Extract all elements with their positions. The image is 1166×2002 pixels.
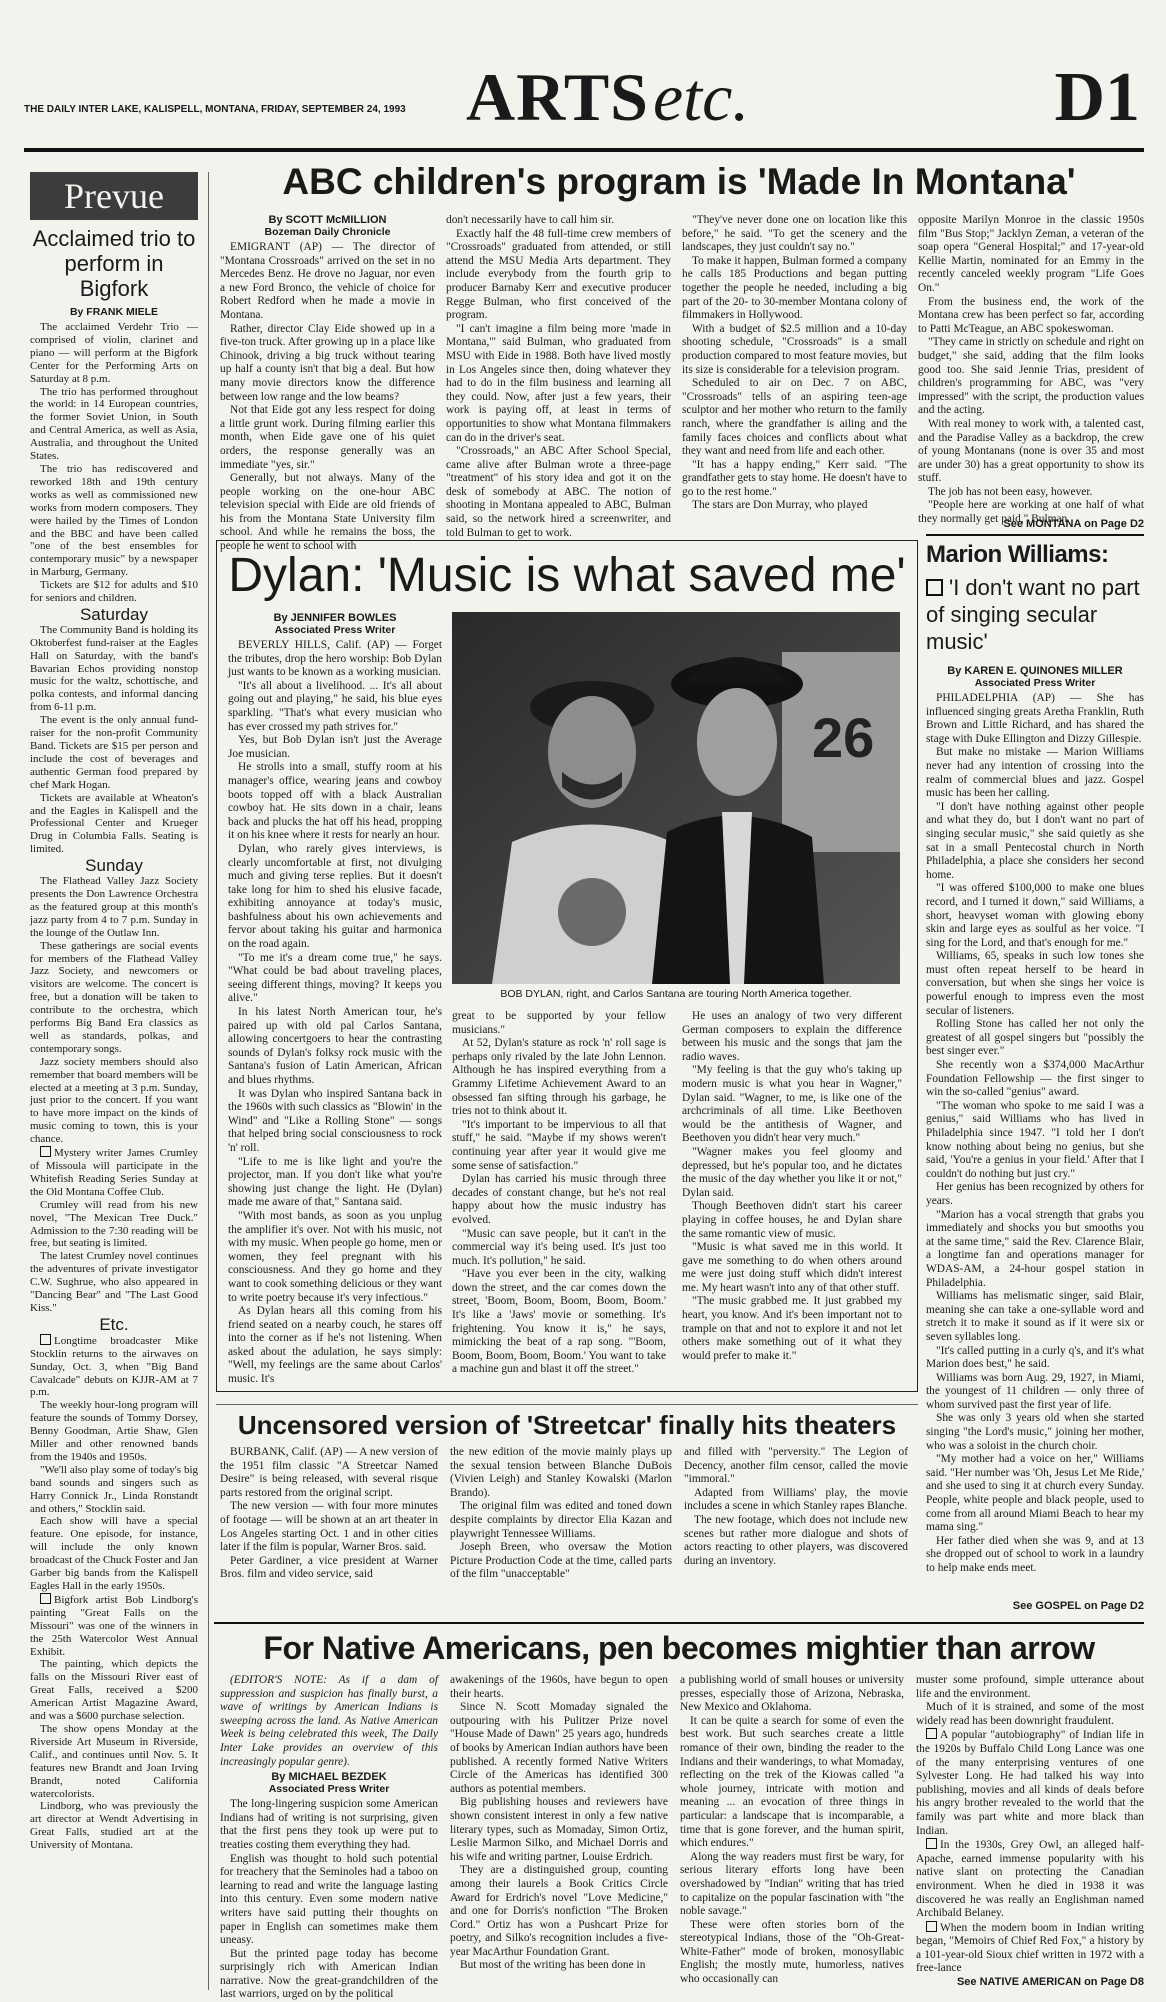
paragraph: Scheduled to air on Dec. 7 on ABC, "Crossroads" tells of an aspiring teen-age sculptor and her mother who return to the family ranch, where the grandfather is ailing and the family faces choices and conflicts about what they want and need from life and each other. (682, 377, 907, 458)
paragraph: The painting, which depicts the falls on the Missouri River east of Great Falls, received a $200 American Artist Magazine Award, and was a $600 purchase selection. (30, 1658, 198, 1723)
paragraph: She was only 3 years old when she started singing "the Lord's music," joining her mother, who was a soloist in the church choir. (926, 1412, 1144, 1452)
bullet-box-icon (926, 1921, 937, 1932)
paragraph: "The music grabbed me. It just grabbed my heart, you know. And it's been important not to trample on that and not to explore it and not let others make something out of it what they would prefer to make it." (682, 1295, 902, 1362)
sunday-heading: Sunday (85, 856, 143, 876)
paragraph: Along the way readers must first be wary, for serious literary efforts long have been overshadowed by "Indian" writing that has tried to capitalize on the popular fascination with "the noble savage." (680, 1850, 904, 1918)
marion-byline (926, 665, 1144, 689)
native-byline-org: Associated Press Writer (268, 1783, 390, 1796)
svg-text:26: 26 (812, 706, 875, 769)
paragraph: The latest Crumley novel continues the adventures of private investigator C.W. Sughrue, who also appeared in "Dancing Bear" and "The Last Good Kiss." (30, 1250, 198, 1314)
marion-jump: See GOSPEL on Page D2 (1012, 1600, 1144, 1612)
paragraph: At 52, Dylan's stature as rock 'n' roll sage is perhaps only rivaled by the late John Lennon. Although he has inspired everything from a Grammy Lifetime Achievement Award to an obsessed fan sifting through his garbage, he tries not to think about it. (452, 1037, 666, 1118)
marion-byline-name: By KAREN E. QUINONES MILLER (947, 665, 1123, 677)
paragraph: "I can't imagine a film being more 'made in Montana,'" said Bulman, who graduated from MSU with Eide in 1988. Both have lived mostly in Los Angeles since then, doing whatever they had to do in the film business and learning all they could. Now, after just a few years, their work is paying off, at least in terms of opportunities to show what Montana filmmakers can do in the driver's seat. (446, 322, 671, 444)
paragraph (30, 1593, 198, 1659)
paragraph: Williams has melismatic singer, said Blair, meaning she can take a one-syllable word and stretch it to make it sound as if it were six or seven syllables long. (926, 1290, 1144, 1343)
abc-byline (220, 214, 435, 238)
paragraph: But the printed page today has become surprisingly rich with American Indian narrative. Now the great-grandchildren of the last warriors, urged on by the political (220, 1947, 438, 2001)
paragraph: The long-lingering suspicion some American Indians had of writing is not surprising, given that the first pens they took up were put to treaties costing them everything they had. (220, 1798, 438, 1851)
marion-body (926, 692, 1144, 1574)
paragraph: Williams, 65, speaks in such low tones she must often repeat herself to be heard in conversation, but when she sings her voice is powerful enough to impress even the most secular of listeners. (926, 950, 1144, 1017)
paragraph: These gatherings are social events for members of the Flathead Valley Jazz Society, and newcomers or visitors are welcome. The concert is free, but a donation will be taken to contribute to the orchestra, which performs Big Band Era classics as well as standards, polkas, and contemporary songs. (30, 939, 198, 1055)
paragraph: Jazz society members should also remember that board members will be elected at a meeting at 3 p.m. Sunday, just prior to the concert. If you want to have more impact on the kinds of music coming to town, this is your chance. (30, 1055, 198, 1146)
paragraph: In his latest North American tour, he's paired up with old pal Carlos Santana, allowing concertgoers to hear the contrasting sounds of Dylan's folksy rock music with the Santana's fusion of Latin American, African and blues rhythms. (228, 1006, 442, 1086)
paragraph (30, 1334, 198, 1400)
paragraph: Tickets are $12 for adults and $10 for seniors and children. (30, 579, 198, 605)
dylan-headline: Dylan: 'Music is what saved me' (228, 549, 906, 602)
page-number: D1 (1054, 59, 1140, 136)
paragraph: Not that Eide got any less respect for doing a little grunt work. During filming earlier this month, when Eide gave one of his quiet orders, the response generally was an immediate "yes, sir." (220, 404, 435, 471)
bullet-box-icon (40, 1146, 51, 1157)
paragraph: "I was offered $100,000 to make one blues record, and I turned it down," said Williams, a short, heavyset woman with glowing ebony skin and large eyes as soulful as her voice. "I sing for the Lord, and that's enough for me." (926, 882, 1144, 949)
section-title-etc: etc. (653, 59, 750, 135)
marion-top-rule (926, 534, 1144, 536)
paragraph-text: Bigfork artist Bob Lindborg's painting "Great Falls on the Missouri" was one of the winners in the 25th Watercolor West Annual Exhibit. (30, 1593, 198, 1658)
paragraph: English was thought to hold such potential for treachery that the Seminoles had a taboo on learning to read and write the language lasting into this century. Even some modern native writers have said putting their thoughts on paper in English can sometimes make them uneasy. (220, 1852, 438, 1947)
paragraph: Much of it is strained, and some of the most widely read has been downright fraudulent. (916, 1701, 1144, 1727)
paragraph: "Crossroads," an ABC After School Special, came alive after Bulman wrote a three-page "treatment" of his story idea and got it on the desk of somebody at ABC. The notion of shooting in Montana appealed to ABC, Bulman said, so the network hired a screenwriter, and told Bulman to get to work. (446, 445, 671, 539)
paragraph: The trio has rediscovered and reworked 18th and 19th century works as well as commissioned new works from modern composers. They were hailed by the Times of London and the BBC and have been called "one of the best ensembles for contemporary music" by a newspaper in Marburg, Germany. (30, 462, 198, 579)
paragraph: "The woman who spoke to me said I was a genius," said Williams who has lived in Philadelphia since 1947. "I told her I don't know nothing about being no genius, but she said, 'You're a genius in your field.' After that I couldn't do nothing but just cry." (926, 1099, 1144, 1180)
native-byline (220, 1771, 438, 1795)
native-byline-name: By MICHAEL BEZDEK (271, 1771, 387, 1784)
paragraph: It was Dylan who inspired Santana back in the 1960s with such classics as "Blowin' in the Wind" and "Like a Rolling Stone" — songs that helped bring social consciousness to rock 'n' roll. (228, 1087, 442, 1154)
paragraph: Big publishing houses and reviewers have shown consistent interest in only a few native literary types, such as Momaday, Simon Ortiz, Leslie Marmon Silko, and Michael Dorris and his wife and writing partner, Louise Erdrich. (450, 1796, 668, 1863)
paragraph: the new edition of the movie mainly plays up the sexual tension between Blanche DuBois (Vivien Leigh) and Stanley Kowalski (Marlon Brando). (450, 1446, 672, 1499)
paragraph: don't necessarily have to call him sir. (446, 214, 615, 226)
paragraph: "Life to me is like light and you're the projector, man. If you don't like what you're showing just change the light. He (Dylan) made me aware of that," Santana said. (228, 1155, 442, 1209)
marion-subhead-text: 'I don't want no part of singing secular music' (926, 575, 1140, 654)
paragraph: "My mother had a voice on her," Williams said. "Her number was 'Oh, Jesus Let Me Ride,' and she used to sing it at church every Sunday. People, white people and black people, used to come from all around Miami Beach to hear my mama sing." (926, 1453, 1144, 1534)
paragraph: These were often stories born of the stereotypical Indians, those of the "Oh-Great-White-Father" mode of broken, monosyllabic English; the mostly mute, humorless, natives who occasionally can (680, 1918, 904, 1986)
prevue-tag: Prevue (30, 172, 198, 220)
prevue-byline: By FRANK MIELE (69, 306, 159, 318)
paragraph: "Have you ever been in the city, walking down the street, and the car comes down the street, 'Boom, Boom, Boom, Boom, Boom.' It's like a 'Jaws' movie or something. It's frightening. You know it is," he says, mimicking the beat of a rap song. "'Boom, Boom, Boom, Boom, Boom.' You want to take a machine gun and blast it off the street." (452, 1268, 666, 1376)
paragraph: muster some profound, simple utterance about life and the environment. (916, 1674, 1144, 1700)
abc-headline: ABC children's program is 'Made In Montana' (282, 161, 1076, 202)
paragraph (916, 1728, 1144, 1838)
native-top-rule (214, 1622, 1144, 1624)
paragraph (916, 1921, 1144, 1976)
abc-column-4 (918, 214, 1144, 532)
paragraph: "My feeling is that the guy who's taking up modern music is what you hear in Wagner," Dylan said. "Wagner, to me, is like one of the archcriminals of all time. Like Beethoven would be the antithesis of Wagner, and Beethoven you didn't hear very much." (682, 1064, 902, 1145)
dylan-column-1 (228, 612, 442, 1386)
paragraph: He strolls into a small, stuffy room at his manager's office, wearing jeans and cowboy boots topped off with a black Australian cowboy hat. He sits down in a chair, leans back and plucks the hat off his head, propping it on his knee where it rests for nearly an hour. (228, 761, 442, 842)
dylan-santana-photo-image (452, 612, 900, 984)
marion-headline: Marion Williams: (926, 541, 1109, 568)
marion-subhead (926, 574, 1144, 655)
paragraph: "Marion has a vocal strength that grabs you immediately and shocks you but smooths you at the same time," said the Rev. Clarence Blair, a longtime fan and operations manager for WDAS-AM, a 24-hour gospel station in Philadelphia. (926, 1208, 1144, 1289)
native-jump: See NATIVE AMERICAN on Page D8 (956, 1976, 1144, 1988)
paragraph-text: When the modern boom in Indian writing began, "Memoirs of Chief Red Fox," a history by a 101-year-old Sioux chief written in 1972 with a free-lance (916, 1921, 1144, 1975)
paragraph: Peter Gardiner, a vice president at Warner Bros. film and video service, said (220, 1554, 438, 1581)
native-headline: For Native Americans, pen becomes mightier than arrow (263, 1630, 1095, 1666)
paragraph: It can be quite a search for some of even the best work. But such searches create a little romance of their own, binding the reader to the Indians and their wanderings, to what Momaday, reflecting on the trek of the Kiowas called "a whole journey, intricate with motion and meaning ... an evocation of three things in particular: a landscape that is incomparable, a time that is gone forever, and the human spirit, which endures." (680, 1714, 904, 1850)
paragraph: "To me it's a dream come true," he says. "What could be bad about traveling places, seeing different things, moving? It keeps you alive." (228, 951, 442, 1005)
paragraph: The Community Band is holding its Oktoberfest fund-raiser at the Eagles Hall on Saturday, with the band's Bavarian Echos providing nonstop music for the waltz, schottische, and polka contests, and informal dancing from 6-11 p.m. (30, 623, 198, 714)
prevue-body (30, 321, 198, 1852)
paragraph: PHILADELPHIA (AP) — She has influenced singing greats Aretha Franklin, Ruth Brown and Little Richard, and has shared the stage with Duke Ellington and Dizzy Gillespie. (926, 692, 1144, 745)
native-column-2 (450, 1674, 668, 1990)
paragraph: Yes, but Bob Dylan isn't just the Average Joe musician. (228, 734, 442, 760)
paragraph: Exactly half the 48 full-time crew members of "Crossroads" graduated from attended, or still attend the MSU Media Arts department. They include everybody from the fourth grip to producer Barnaby Kerr and executive producer Regge Bulman, who first conceived of the program. (446, 227, 671, 322)
section-title-arts: ARTS (466, 59, 649, 135)
paragraph: Adapted from Williams' play, the movie includes a scene in which Stanley rapes Blanche. (684, 1486, 908, 1513)
paragraph: She recently won a $374,000 MacArthur Foundation Fellowship — the first singer to win the so-called "genius" award. (926, 1059, 1144, 1099)
paragraph: Each show will have a special feature. One episode, for instance, will include the only known broadcast of the Chuck Foster and Jan Garber big bands from the Kalispell Eagles Hall in the early 1950s. (30, 1515, 199, 1592)
paragraph: BURBANK, Calif. (AP) — A new version of the 1951 film classic "A Streetcar Named Desire" is being released, with several risque parts restored from the original script. (220, 1446, 438, 1499)
prevue-headline: Acclaimed trio to perform in Bigfork (32, 226, 196, 301)
bullet-box-icon (40, 1593, 51, 1604)
paragraph: "They came in strictly on schedule and right on budget," she said, adding that the film looks good too. She said Jennie Trias, president of children's programming for ABC, was "very impressed" with the script, the production values and the acting. (918, 336, 1144, 417)
paragraph-text: In the 1930s, Grey Owl, an alleged half-Apache, earned immense popularity with his native slant on protecting the Canadian environment. When he died in 1938 it was discovered he was really an Englishman named Archibald Belaney. (916, 1839, 1144, 1920)
section-title (466, 58, 786, 138)
paragraph-text: Mystery writer James Crumley of Missoula will participate in the Whitefish Reading Series Sunday at the Old Montana Coffee Club. (30, 1147, 198, 1198)
dylan-byline-org: Associated Press Writer (274, 624, 396, 636)
paragraph: But make no mistake — Marion Williams never had any intention of crossing into the realm of commercial blues and jazz. Gospel music has been her calling. (926, 746, 1144, 800)
paragraph: "I don't have nothing against other people and what they do, but I don't want no part of singing secular music," she said quietly as she sat in a small Pentecostal church in North Philadelphia, a place she considers her second home. (926, 800, 1144, 881)
paragraph: Though Beethoven didn't start his career playing in coffee houses, he and Dylan share the same romantic view of music. (682, 1200, 902, 1240)
paragraph: "With most bands, as soon as you unplug the amplifier it's over. Not with his music, not with my music. When people go home, men or women, they feel pregnant with his consciousness. And they go home and they want to cook something delicious or they want to write poetry because it's very infectious." (228, 1209, 442, 1304)
paragraph: With real money to work with, a talented cast, and the Paradise Valley as a backdrop, the crew of young Montanans (none is over 35 and most are under 30) has a great opportunity to show its stuff. (918, 417, 1144, 485)
paragraph (916, 1838, 1144, 1921)
paragraph: opposite Marilyn Monroe in the classic 1950s film "Bus Stop;" Jacklyn Zeman, a veteran of the soap opera "General Hospital;" and 17-year-old Kellie Martin, nominated for an Emmy in the recently canceled weekly program "Life Goes On." (918, 214, 1144, 294)
paragraph: EMIGRANT (AP) — The director of "Montana Crossroads" arrived on the set in no Mercedes Benz. He drove no Jaguar, nor even a new Ford Bronco, the vehicle of choice for Robert Redford when he made a movie in Montana. (220, 241, 435, 321)
paragraph: "Wagner makes you feel gloomy and depressed, but he's popular too, and he dictates the music of the day whether you like it or not," Dylan said. (682, 1145, 902, 1199)
streetcar-column-3 (684, 1446, 908, 1616)
paragraph: As Dylan hears all this coming from his friend seated on a nearby couch, he stares off into the corner as if he's not listening. When asked about the adulation, he says simply: "Well, my feelings are the same about Carlos' music. It's (228, 1305, 442, 1386)
paragraph: "Music is what saved me in this world. It gave me something to do when others around me were just doing stuff which didn't interest me. My heart wasn't into any of that other stuff. (682, 1241, 902, 1294)
paragraph: From the business end, the work of the Montana crew has been perfect so far, according to Patti McTeague, an ABC spokeswoman. (918, 295, 1144, 335)
abc-byline-name: By SCOTT McMILLION (268, 214, 387, 226)
paragraph: Crumley will read from his new novel, "The Mexican Tree Duck." Admission to the 7:30 reading will be free, but seating is limited. (30, 1198, 198, 1250)
abc-jump: See MONTANA on Page D2 (1003, 518, 1144, 530)
paragraph: The weekly hour-long program will feature the sounds of Tommy Dorsey, Benny Goodman, Artie Shaw, Glen Miller and other renowned bands from the 1940s and 1950s. (30, 1399, 198, 1463)
paragraph: The show opens Monday at the Riverside Art Museum in Riverside, Calif., and continues until Nov. 5. It features new Brandt and Joan Irving Brandt, noted California watercolorists. (30, 1722, 198, 1800)
masthead-rule (24, 148, 1144, 152)
paragraph: "Music can save people, but it can't in the commercial way it's being used. It's just too much. It's pollution," he said. (452, 1227, 666, 1267)
native-column-3 (680, 1674, 904, 1990)
paragraph: Dylan, who rarely gives interviews, is clearly uncomfortable at first, not divulging much and giving terse replies. But it doesn't take long for him to shed his elusive facade, exhibiting annoyance at today's music, bashfulness about his own achievements and fervor about taking his guitar and harmonica on the road again. (228, 842, 442, 951)
paragraph: Rolling Stone has called her not only the greatest of all gospel singers but "possibly the best singer ever." (926, 1018, 1144, 1058)
paragraph: "They've never done one on location like this before," he said. "To get the scenery and the landscapes, they just couldn't say no." (682, 214, 907, 254)
paragraph: Joseph Breen, who oversaw the Motion Picture Production Code at the time, called parts of the film "unacceptable" (450, 1541, 672, 1581)
paragraph: great to be supported by your fellow musicians." (452, 1010, 666, 1036)
paragraph-text: Longtime broadcaster Mike Stocklin returns to the airwaves on Sunday, Oct. 3, when "Big Band Cavalcade" debuts on KJJR-AM at 7 p.m. (30, 1334, 198, 1399)
dylan-byline (228, 612, 442, 636)
paragraph: Dylan has carried his music through three decades of constant change, but he's not real happy about how the music industry has evolved. (452, 1173, 666, 1226)
paragraph: To make it happen, Bulman formed a company he calls 185 Productions and began putting together the people he needed, including a big part of the 20- to 30-member Montana colony of filmmakers in Hollywood. (682, 254, 907, 322)
paragraph (30, 1146, 198, 1199)
paragraph: "It's important to be impervious to all that stuff," he said. "Maybe if my shows weren't continuing year after year it would give me some sense of satisfaction." (452, 1118, 666, 1172)
paragraph: With a budget of $2.5 million and a 10-day shooting schedule, "Crossroads" is a small production compared to most feature movies, but its size is considerable for a television program. (682, 322, 907, 376)
marion-column (926, 540, 1144, 1574)
dylan-column-3 (682, 1010, 902, 1386)
bullet-box-icon (926, 1728, 937, 1739)
abc-column-2 (446, 214, 671, 539)
paragraph: and filled with "perversity." The Legion of Decency, another film censor, called the movie "immoral." (684, 1446, 908, 1486)
paragraph: "It has a happy ending," Kerr said. "The grandfather gets to stay home. He doesn't have to go to the rest home." (682, 458, 907, 498)
streetcar-column-2 (450, 1446, 672, 1616)
paragraph: "It's called putting in a curly q's, and it's what Marion does best," he said. (926, 1344, 1144, 1371)
bullet-box-icon (926, 579, 943, 596)
streetcar-headline: Uncensored version of 'Streetcar' finally hits theaters (237, 1410, 897, 1440)
abc-column-1 (220, 214, 435, 553)
paragraph: The job has not been easy, however. (928, 485, 1093, 498)
paragraph: The Flathead Valley Jazz Society presents the Don Lawrence Orchestra as the featured group at this month's jazz party from 4 to 7 p.m. Sunday in the lounge of the Outlaw Inn. (30, 875, 198, 939)
abc-column-3 (682, 214, 907, 532)
paragraph: The event is the only annual fund-raiser for the non-profit Community Band. Tickets are $15 per person and include the cost of beverages and authentic German food prepared by chef Mark Hogan. (30, 714, 198, 791)
paragraph: The new version — with four more minutes of footage — will be shown at an art theater in Los Angeles starting Oct. 1 and in other cities later if the film is popular, Warner Bros. said. (220, 1500, 438, 1554)
paragraph: The trio has performed throughout the world: in 14 European countries, the former Soviet Union, in South and Central America, as well as Asia, Australia, and throughout the United States. (30, 385, 198, 463)
paragraph: The new footage, which does not include new scenes but rather more dialogue and shots of actors reacting to other players, was discovered during an inventory. (684, 1513, 908, 1567)
paragraph: Tickets are available at Wheaton's and the Eagles in Kalispell and the Professional Center and Krueger Drug in Columbia Falls. Seating is limited. (30, 791, 198, 856)
native-column-1 (220, 1674, 438, 2001)
paragraph: BEVERLY HILLS, Calif. (AP) — Forget the tributes, drop the hero worship: Bob Dylan just wants to be known as a working musician. (228, 639, 442, 679)
bullet-box-icon (926, 1838, 937, 1849)
paragraph: The acclaimed Verdehr Trio — comprised of violin, clarinet and piano — will perform at the Bigfork Center for the Performing Arts on Saturday at 8 p.m. (30, 321, 198, 385)
abc-byline-org: Bozeman Daily Chronicle (264, 226, 391, 238)
dateline: THE DAILY INTER LAKE, KALISPELL, MONTANA, FRIDAY, SEPTEMBER 24, 1993 (24, 104, 406, 115)
streetcar-top-rule (216, 1404, 918, 1405)
dylan-photo (452, 612, 900, 984)
paragraph: Williams was born Aug. 29, 1927, in Miami, the youngest of 11 children — only three of whom survived past the first year of life. (926, 1371, 1144, 1411)
native-column-4 (916, 1674, 1144, 1974)
paragraph: "We'll also play some of today's big band sounds and singers such as Harry Connick Jr., Linda Ronstandt and others," Stocklin said. (30, 1463, 198, 1515)
dylan-byline-name: By JENNIFER BOWLES (273, 612, 397, 624)
marion-byline-org: Associated Press Writer (974, 677, 1096, 689)
bullet-box-icon (40, 1334, 51, 1345)
paragraph: awakenings of the 1960s, have begun to open their hearts. (450, 1674, 668, 1700)
paragraph-text: A popular "autobiography" of Indian life in the 1920s by Buffalo Child Long Lance was one of the many enterprising ventures of one Sylvester Long. He had talked his way into publishing, movies and all kinds of deals before his angry brother revealed to the world that the family was part white and more black than Indian. (916, 1729, 1144, 1837)
dylan-column-2 (452, 1010, 666, 1386)
paragraph: Generally, but not always. Many of the people working on the one-hour ABC television special with Eide are old friends of his from the Montana State University film school. And while he remains the boss, the people he went to school with (220, 472, 435, 553)
editors-note: (EDITOR'S NOTE: As if a dam of suppression and suspicion has finally burst, a wave of writings by American Indians is sweeping across the land. As Native American Week is being celebrated this week, The Daily Inter Lake provides an overview of this increasingly popular genre). (220, 1674, 438, 1768)
paragraph: "It's all about a livelihood. ... It's all about going out and playing," he said, his blue eyes sparkling. "That's what every musician who has ever crossed my path strives for." (228, 679, 442, 733)
prevue-divider (208, 172, 209, 1990)
paragraph: Her genius has been recognized by others for years. (926, 1181, 1144, 1207)
paragraph: The stars are Don Murray, who played (692, 499, 868, 512)
paragraph: "People here are working at one half of what they normally get paid," Bulman (918, 499, 1144, 526)
paragraph: Rather, director Clay Eide showed up in a five-ton truck. After growing up in a place like Chinook, driving a big truck without tearing up half a county isn't that big a deal. But how many movie directors know the difference between low range and the low beams? (220, 322, 435, 403)
paragraph: Since N. Scott Momaday signaled the outpouring with his Pulitzer Prize novel "House Made of Dawn" 25 years ago, hundreds of books by American Indian authors have been published. A recently formed Native Writers Circle of the Americas has identified 300 authors as potential members. (450, 1701, 668, 1795)
streetcar-column-1 (220, 1446, 438, 1616)
paragraph: They are a distinguished group, counting among their laurels a Book Critics Circle Award for Erdrich's novel "Love Medicine," and one for Dorris's nonfiction "The Broken Cord." Ortiz has won a Pushcart Prize for poetry, and Silko's recognition includes a five-year MacArthur Foundation Grant. (450, 1864, 668, 1958)
paragraph: a publishing world of small houses or university presses, especially those of Arizona, Nebraska, New Mexico and Oklahoma. (680, 1674, 904, 1714)
paragraph: Lindborg, who was previously the art director at Wendt Advertising in Great Falls, studied art at the University of Montana. (30, 1800, 198, 1852)
dylan-photo-caption: BOB DYLAN, right, and Carlos Santana are touring North America together. (500, 988, 852, 1000)
paragraph: But most of the writing has been done in (460, 1959, 646, 1972)
etc-heading: Etc. (99, 1314, 129, 1334)
paragraph: He uses an analogy of two very different German composers to explain the difference between his music and the songs that jam the radio waves. (682, 1010, 902, 1063)
paragraph: The original film was edited and toned down despite complaints by director Elia Kazan and playwright Tennessee Williams. (450, 1500, 672, 1540)
paragraph: Her father died when she was 9, and at 13 she dropped out of school to work in a laundry to help make ends meet. (926, 1534, 1144, 1574)
saturday-heading: Saturday (79, 604, 149, 624)
prevue-column (30, 172, 198, 1852)
